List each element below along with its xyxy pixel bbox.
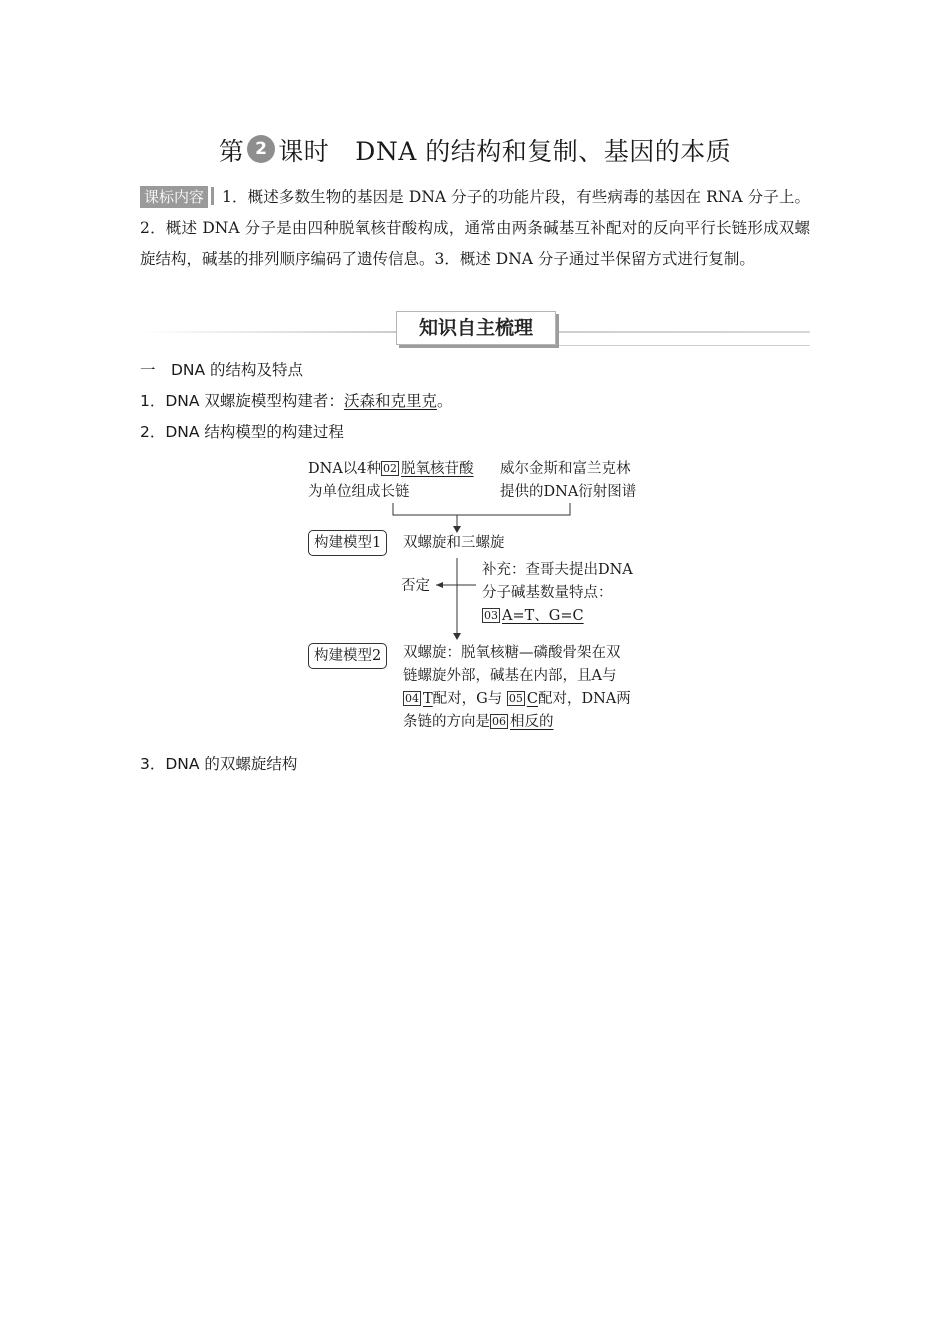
item-1-end: 。 [436, 392, 453, 410]
banner-underline [470, 345, 810, 346]
model-2-mid: 配对，G与 [432, 691, 503, 707]
blank-04-box: 04 [405, 692, 419, 705]
standard-tag: 课标内容 [140, 186, 208, 208]
blank-03-answer: A=T、G=C [502, 608, 584, 624]
model-2-d: 条链的方向是 [403, 714, 490, 730]
left-top-line2: 为单位组成长链 [308, 484, 410, 500]
model-2-line2: 链螺旋外部，碱基在内部，且A与 [403, 668, 617, 684]
item-1 [140, 389, 452, 411]
blank-05-box: 05 [508, 692, 523, 705]
model-2-end: 配对，DNA两 [537, 691, 631, 707]
curriculum-standard [140, 182, 810, 275]
model-2-box: 构建模型2 [308, 643, 387, 669]
item-2: 2．DNA 结构模型的构建过程 [140, 423, 344, 441]
left-top-line1 [308, 458, 474, 480]
banner-label: 知识自主梳理 [396, 311, 556, 345]
blank-02-answer: 脱氧核苷酸 [401, 461, 474, 477]
section-heading: 一 DNA 的结构及特点 [140, 361, 304, 379]
title-prefix: 第 [218, 137, 245, 166]
model-2-line4 [403, 711, 554, 733]
blank-06-answer: 相反的 [510, 714, 554, 730]
negate-label: 否定 [401, 578, 430, 594]
model-1-text: 双螺旋和三螺旋 [403, 535, 505, 551]
section-banner [140, 309, 810, 349]
supplement-line3 [482, 605, 584, 627]
title-suffix: 课时 [278, 137, 330, 166]
lesson-title [0, 132, 950, 168]
standard-text: 1．概述多数生物的基因是 DNA 分子的功能片段，有些病毒的基因在 RNA 分子上。2．概述 DNA 分子是由四种脱氧核苷酸构成，通常由两条碱基互补配对的反向平行长链形成双螺旋结构，碱基的排列顺序编码了遗传信息。3．概述 DNA 分子通过半保留方式进行复制。 [140, 188, 810, 268]
item-1-answer: 沃森和克里克 [343, 392, 437, 410]
model-2-line3 [403, 688, 631, 710]
blank-02-box: 02 [383, 462, 398, 475]
item-1-label: 1．DNA 双螺旋模型构建者： [140, 392, 344, 410]
supplement-line2: 分子碱基数量特点： [482, 585, 613, 601]
tag-bar [211, 187, 214, 205]
blank-05-answer: C [526, 691, 538, 707]
blank-04-answer: T [423, 691, 433, 707]
title-main: DNA 的结构和复制、基因的本质 [355, 137, 732, 166]
left-top-text: DNA以4种 [308, 461, 382, 477]
supplement-line1: 补充：查哥夫提出DNA [482, 562, 633, 578]
item-3: 3．DNA 的双螺旋结构 [140, 755, 298, 773]
model-construction-diagram [300, 455, 660, 745]
blank-03-box: 03 [484, 609, 498, 622]
blank-06-box: 06 [492, 715, 506, 728]
right-top-line1: 威尔金斯和富兰克林 [500, 461, 631, 477]
model-2-line1: 双螺旋：脱氧核糖—磷酸骨架在双 [403, 645, 621, 661]
right-top-line2: 提供的DNA衍射图谱 [500, 484, 637, 500]
lesson-number-badge: 2 [247, 135, 275, 163]
model-1-box: 构建模型1 [308, 530, 387, 556]
